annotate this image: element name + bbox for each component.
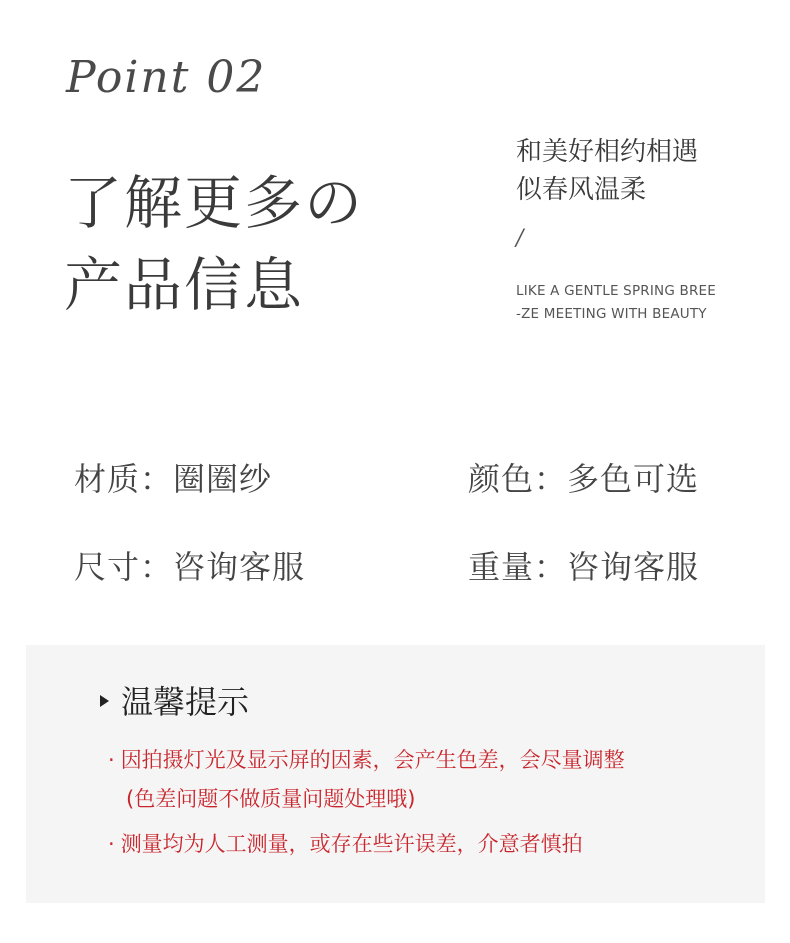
slogan-divider: / — [516, 226, 524, 251]
tip-item-1-note: (色差问题不做质量问题处理哦) — [126, 787, 416, 811]
tip-item-2 — [108, 829, 583, 859]
spec-weight: 重量：咨询客服 — [468, 548, 700, 586]
triangle-bullet-icon — [100, 695, 109, 707]
spec-material: 材质：圈圈纱 — [74, 460, 273, 498]
tips-heading-text: 温馨提示 — [121, 683, 250, 721]
slogan-line-2: 似春风温柔 — [516, 175, 647, 205]
point-label: Point 02 — [66, 52, 267, 103]
tip-item-1-text: 因拍摄灯光及显示屏的因素，会产生色差，会尽量调整 — [120, 748, 625, 772]
slogan-line-1: 和美好相约相遇 — [516, 137, 699, 167]
title-line-1: 了解更多の — [64, 169, 365, 237]
tips-panel — [26, 645, 765, 903]
slogan-en-line-2: -ZE MEETING WITH BEAUTY — [516, 306, 707, 322]
tip-item-1 — [108, 745, 625, 775]
page-title — [64, 162, 364, 326]
slogan-en-line-1: LIKE A GENTLE SPRING BREE — [516, 283, 717, 299]
slogan-english — [516, 280, 716, 326]
tip-bullet: · — [108, 748, 115, 772]
spec-size: 尺寸：咨询客服 — [74, 548, 306, 586]
spec-color: 颜色：多色可选 — [468, 460, 700, 498]
tip-bullet: · — [108, 832, 115, 856]
slogan — [516, 133, 698, 209]
title-line-2: 产品信息 — [64, 251, 305, 319]
tip-item-2-text: 测量均为人工测量，或存在些许误差，介意者慎拍 — [120, 832, 583, 856]
tips-heading — [100, 677, 249, 723]
